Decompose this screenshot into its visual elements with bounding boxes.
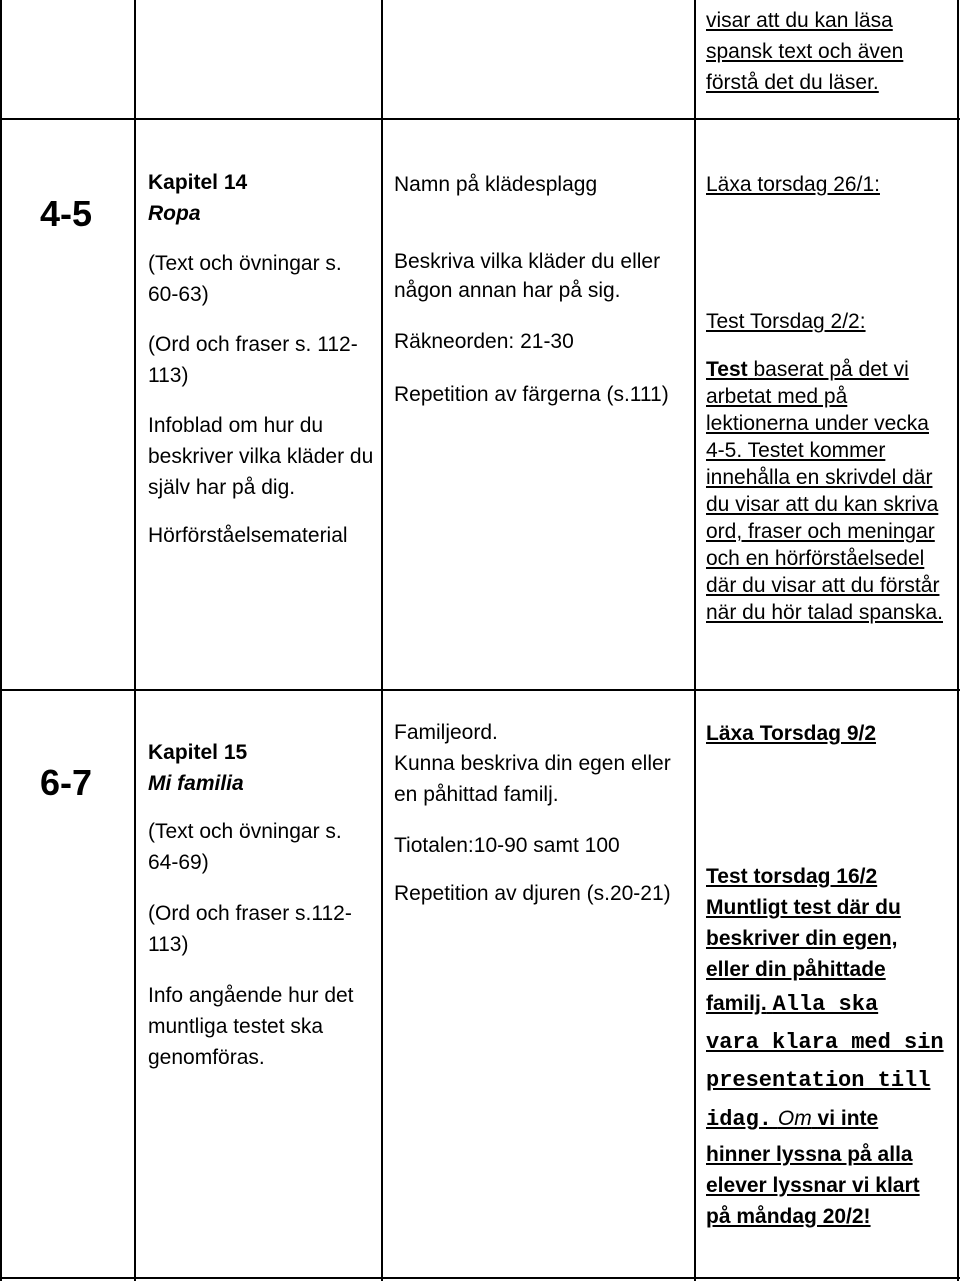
top-note-line: visar att du kan läsa bbox=[706, 9, 893, 32]
goal-item: Namn på klädesplagg bbox=[394, 173, 598, 196]
test-line: beskriver din egen, bbox=[706, 927, 898, 950]
goal-item: Kunna beskriva din egen eller en påhittad familj. bbox=[394, 752, 671, 806]
test-description bbox=[706, 356, 951, 626]
material-item: (Ord och fraser s.112-113) bbox=[148, 902, 352, 956]
test-line: eller din påhittade bbox=[706, 958, 886, 981]
chapter-subtitle: Ropa bbox=[148, 202, 201, 225]
material-item: (Text och övningar s. 64-69) bbox=[148, 820, 342, 874]
table-border-left bbox=[0, 0, 2, 1281]
test-line: på måndag 20/2! bbox=[706, 1205, 871, 1228]
test-line bbox=[706, 985, 954, 1024]
homework-cell bbox=[706, 718, 954, 1232]
row-divider bbox=[0, 689, 960, 691]
goal-item: Räkneorden: 21-30 bbox=[394, 330, 574, 353]
goal-item: Beskriva vilka kläder du eller någon annan har på sig. bbox=[394, 250, 661, 302]
chapter-title: Kapitel 15 bbox=[148, 741, 248, 764]
material-item: (Text och övningar s. 60-63) bbox=[148, 252, 342, 306]
test-text: familj. bbox=[706, 992, 767, 1015]
column-divider bbox=[381, 0, 383, 1281]
test-line: hinner lyssna på alla bbox=[706, 1143, 913, 1166]
week-label: 4-5 bbox=[40, 193, 93, 234]
column-divider bbox=[134, 0, 136, 1281]
goals-cell bbox=[394, 170, 690, 409]
material-item: (Ord och fraser s. 112-113) bbox=[148, 333, 358, 387]
presentation-text: idag. bbox=[706, 1107, 773, 1132]
presentation-text: Alla ska bbox=[772, 992, 879, 1017]
top-note bbox=[706, 5, 951, 98]
test-text: vi inte bbox=[817, 1107, 879, 1130]
test-text: baserat på det vi arbetat med på lektionerna under vecka 4-5. Testet kommer innehålla en skrivdel där du visar att du kan skriva ord, fraser och meningar och en hörförståelsedel där du visar att du förstår när du hör talad spanska. bbox=[706, 358, 943, 624]
table-border-bottom bbox=[0, 1277, 960, 1279]
goal-item: Repetition av färgerna (s.111) bbox=[394, 383, 669, 406]
test-line: elever lyssnar vi klart bbox=[706, 1174, 920, 1197]
test-line: Muntligt test där du bbox=[706, 896, 901, 919]
week-label: 6-7 bbox=[40, 762, 93, 803]
chapter-subtitle: Mi familia bbox=[148, 772, 244, 795]
table-border-right bbox=[957, 0, 959, 1281]
goals-cell bbox=[394, 717, 690, 909]
top-note-line: förstå det du läser. bbox=[706, 71, 879, 94]
test-word: Test bbox=[706, 358, 748, 381]
goal-item: Familjeord. bbox=[394, 721, 498, 744]
material-item: Hörförståelsematerial bbox=[148, 524, 348, 547]
test-line: Test torsdag 16/2 bbox=[706, 865, 878, 888]
chapter-cell bbox=[148, 737, 376, 1073]
material-item: Info angående hur det muntliga testet ska genomföras. bbox=[148, 984, 354, 1069]
goal-item: Tiotalen:10-90 samt 100 bbox=[394, 834, 620, 857]
homework-cell bbox=[706, 170, 951, 626]
om-word: Om bbox=[777, 1107, 812, 1130]
presentation-text: vara klara med sin bbox=[706, 1030, 944, 1055]
row-divider bbox=[0, 118, 960, 120]
goal-item: Repetition av djuren (s.20-21) bbox=[394, 882, 671, 905]
homework-title: Läxa Torsdag 9/2 bbox=[706, 722, 877, 745]
material-item: Infoblad om hur du beskriver vilka kläder du själv har på dig. bbox=[148, 414, 374, 499]
top-note-line: spansk text och även bbox=[706, 40, 904, 63]
chapter-title: Kapitel 14 bbox=[148, 171, 248, 194]
test-line bbox=[706, 1100, 954, 1139]
test-title: Test Torsdag 2/2: bbox=[706, 310, 866, 333]
column-divider bbox=[694, 0, 696, 1281]
presentation-text: presentation till bbox=[706, 1068, 931, 1093]
chapter-cell bbox=[148, 167, 376, 549]
homework-title: Läxa torsdag 26/1: bbox=[706, 173, 880, 196]
